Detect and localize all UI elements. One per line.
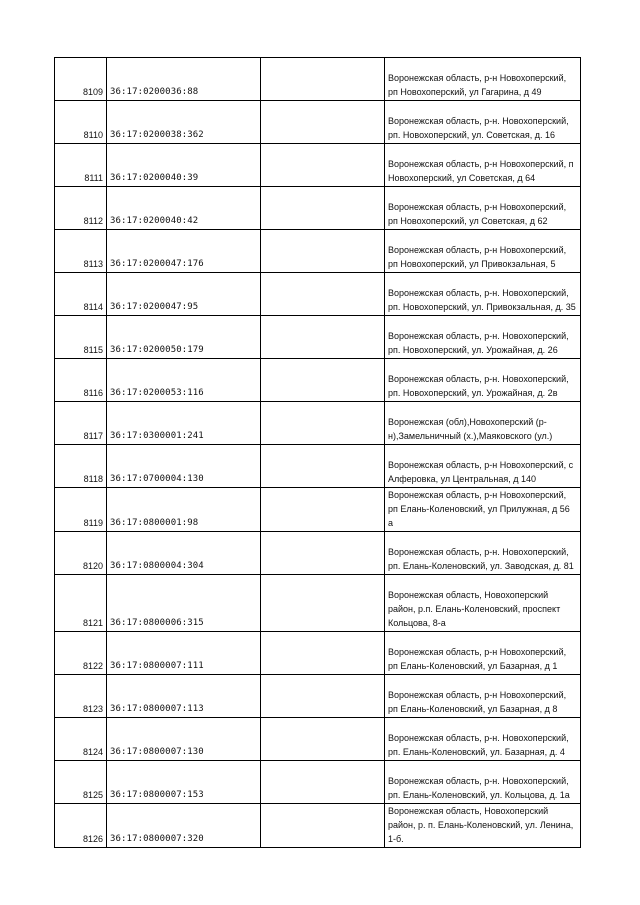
cadastral-number-cell: 36:17:0800007:130: [107, 718, 261, 761]
cadastral-number-cell: 36:17:0300001:241: [107, 402, 261, 445]
address-cell: Воронежская область, Новохоперский район, р.п. Елань-Коленовский, проспект Кольцова, 8-а: [385, 575, 581, 632]
cadastral-number-cell: 36:17:0200040:42: [107, 187, 261, 230]
table-row: [55, 632, 581, 675]
registry-table-body: [55, 58, 581, 848]
row-number-cell: 8118: [55, 445, 107, 488]
object-name-cell: [261, 445, 385, 488]
address-cell: Воронежская область, р-н. Новохоперский, рп. Новохоперский, ул. Привокзальная, д. 35: [385, 273, 581, 316]
table-row: [55, 761, 581, 804]
object-name-cell: [261, 632, 385, 675]
row-number-cell: 8112: [55, 187, 107, 230]
address-cell: Воронежская область, р-н Новохоперский, рп Новохоперский, ул Гагарина, д 49: [385, 58, 581, 101]
table-row: [55, 58, 581, 101]
row-number-cell: 8110: [55, 101, 107, 144]
object-name-cell: [261, 187, 385, 230]
address-cell: Воронежская область, р-н. Новохоперский, рп. Елань-Коленовский, ул. Базарная, д. 4: [385, 718, 581, 761]
cadastral-number-cell: 36:17:0800004:304: [107, 532, 261, 575]
address-cell: Воронежская область, р-н Новохоперский, рп Новохоперский, ул Привокзальная, 5: [385, 230, 581, 273]
object-name-cell: [261, 718, 385, 761]
row-number-cell: 8109: [55, 58, 107, 101]
row-number-cell: 8111: [55, 144, 107, 187]
object-name-cell: [261, 58, 385, 101]
row-number-cell: 8124: [55, 718, 107, 761]
object-name-cell: [261, 144, 385, 187]
address-cell: Воронежская область, р-н Новохоперский, рп Елань-Коленовский, ул Базарная, д 1: [385, 632, 581, 675]
cadastral-number-cell: 36:17:0800007:320: [107, 804, 261, 848]
cadastral-number-cell: 36:17:0200040:39: [107, 144, 261, 187]
address-cell: Воронежская область, р-н. Новохоперский, рп. Елань-Коленовский, ул. Заводская, д. 81: [385, 532, 581, 575]
row-number-cell: 8113: [55, 230, 107, 273]
address-cell: Воронежская область, р-н. Новохоперский, рп. Новохоперский, ул. Советская, д. 16: [385, 101, 581, 144]
cadastral-number-cell: 36:17:0800007:111: [107, 632, 261, 675]
object-name-cell: [261, 316, 385, 359]
object-name-cell: [261, 359, 385, 402]
cadastral-number-cell: 36:17:0200047:176: [107, 230, 261, 273]
cadastral-number-cell: 36:17:0200038:362: [107, 101, 261, 144]
cadastral-number-cell: 36:17:0800006:315: [107, 575, 261, 632]
address-cell: Воронежская область, р-н Новохоперский, п Новохоперский, ул Советская, д 64: [385, 144, 581, 187]
row-number-cell: 8116: [55, 359, 107, 402]
address-cell: Воронежская область, р-н Новохоперский, с Алферовка, ул Центральная, д 140: [385, 445, 581, 488]
cadastral-number-cell: 36:17:0200047:95: [107, 273, 261, 316]
table-row: [55, 230, 581, 273]
table-row: [55, 316, 581, 359]
cadastral-number-cell: 36:17:0200053:116: [107, 359, 261, 402]
table-row: [55, 675, 581, 718]
address-cell: Воронежская область, р-н Новохоперский, рп Елань-Коленовский, ул Базарная, д 8: [385, 675, 581, 718]
object-name-cell: [261, 101, 385, 144]
table-row: [55, 804, 581, 848]
row-number-cell: 8119: [55, 488, 107, 532]
row-number-cell: 8117: [55, 402, 107, 445]
row-number-cell: 8120: [55, 532, 107, 575]
registry-table: [54, 57, 581, 848]
row-number-cell: 8114: [55, 273, 107, 316]
row-number-cell: 8121: [55, 575, 107, 632]
object-name-cell: [261, 402, 385, 445]
object-name-cell: [261, 488, 385, 532]
table-row: [55, 273, 581, 316]
cadastral-number-cell: 36:17:0200036:88: [107, 58, 261, 101]
address-cell: Воронежская область, р-н. Новохоперский, рп. Новохоперский, ул. Урожайная, д. 2в: [385, 359, 581, 402]
address-cell: Воронежская область, Новохоперский район, р. п. Елань-Коленовский, ул. Ленина, 1-б.: [385, 804, 581, 848]
row-number-cell: 8126: [55, 804, 107, 848]
address-cell: Воронежская область, р-н. Новохоперский, рп. Елань-Коленовский, ул. Кольцова, д. 1а: [385, 761, 581, 804]
object-name-cell: [261, 575, 385, 632]
object-name-cell: [261, 761, 385, 804]
table-row: [55, 575, 581, 632]
row-number-cell: 8125: [55, 761, 107, 804]
object-name-cell: [261, 532, 385, 575]
row-number-cell: 8123: [55, 675, 107, 718]
table-row: [55, 101, 581, 144]
cadastral-number-cell: 36:17:0200050:179: [107, 316, 261, 359]
object-name-cell: [261, 675, 385, 718]
row-number-cell: 8115: [55, 316, 107, 359]
cadastral-number-cell: 36:17:0800007:113: [107, 675, 261, 718]
table-row: [55, 187, 581, 230]
table-row: [55, 718, 581, 761]
table-row: [55, 445, 581, 488]
cadastral-number-cell: 36:17:0800001:98: [107, 488, 261, 532]
address-cell: Воронежская область, р-н Новохоперский, рп Новохоперский, ул Советская, д 62: [385, 187, 581, 230]
address-cell: Воронежская область, р-н Новохоперский, рп Елань-Коленовский, ул Прилужная, д 56 а: [385, 488, 581, 532]
table-row: [55, 359, 581, 402]
object-name-cell: [261, 273, 385, 316]
table-row: [55, 532, 581, 575]
table-row: [55, 402, 581, 445]
address-cell: Воронежская (обл),Новохоперский (р-н),Замельничный (х.),Маяковского (ул.): [385, 402, 581, 445]
table-row: [55, 144, 581, 187]
cadastral-number-cell: 36:17:0700004:130: [107, 445, 261, 488]
cadastral-number-cell: 36:17:0800007:153: [107, 761, 261, 804]
object-name-cell: [261, 804, 385, 848]
row-number-cell: 8122: [55, 632, 107, 675]
document-page: [54, 57, 580, 848]
object-name-cell: [261, 230, 385, 273]
table-row: [55, 488, 581, 532]
address-cell: Воронежская область, р-н. Новохоперский, рп. Новохоперский, ул. Урожайная, д. 26: [385, 316, 581, 359]
